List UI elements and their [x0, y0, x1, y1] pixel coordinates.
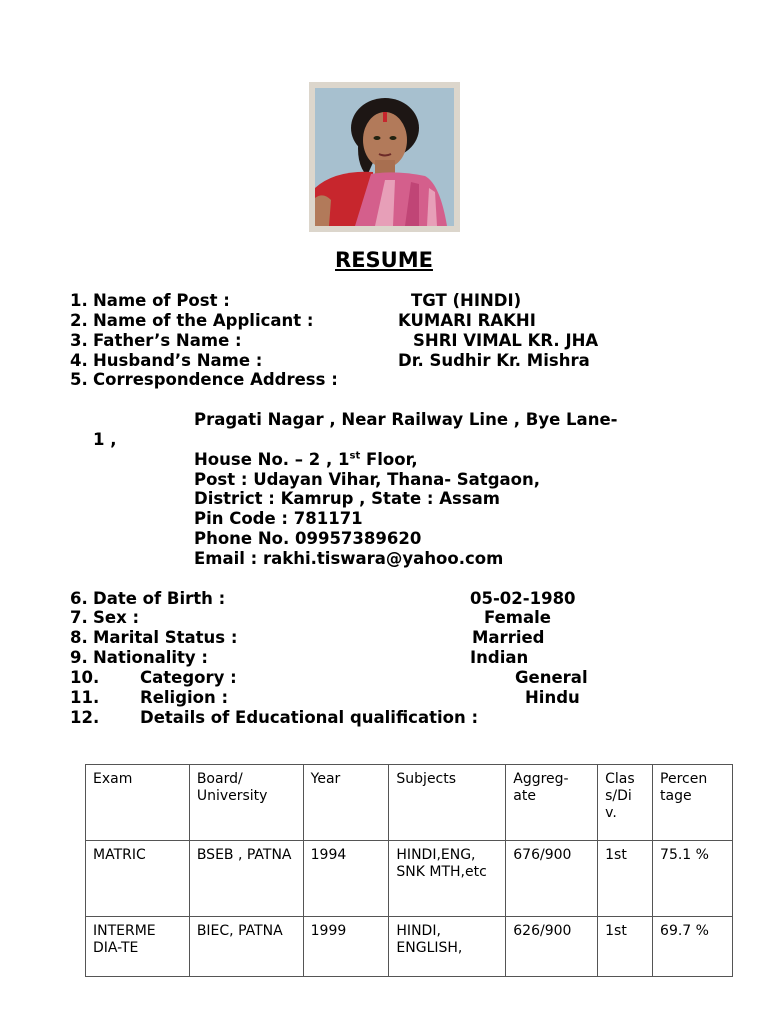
field-value: Married: [472, 628, 545, 647]
education-table: [85, 764, 733, 977]
field-value: Hindu: [525, 688, 580, 707]
field-label: Religion :: [140, 688, 229, 707]
header-percentage: Percen tage: [653, 765, 733, 841]
field-label: Date of Birth :: [93, 589, 226, 608]
field-number: 9.: [70, 648, 88, 667]
header-subjects: Subjects: [389, 765, 506, 841]
table-cell: 626/900: [506, 917, 598, 977]
field-label: Nationality :: [93, 648, 209, 667]
phone-number: Phone No. 09957389620: [194, 529, 422, 548]
field-number: 12.: [70, 708, 100, 727]
field-number: 8.: [70, 628, 88, 647]
header-class-division: Clas s/Di v.: [598, 765, 653, 841]
table-cell: 676/900: [506, 841, 598, 917]
address-line: 1 ,: [93, 430, 117, 449]
address-line: District : Kamrup , State : Assam: [194, 489, 500, 508]
table-cell: BSEB , PATNA: [189, 841, 303, 917]
table-cell: 69.7 %: [653, 917, 733, 977]
table-cell: 1999: [303, 917, 389, 977]
table-cell: MATRIC: [86, 841, 190, 917]
table-cell: 1st: [598, 917, 653, 977]
field-number: 2.: [70, 311, 88, 330]
header-board: Board/ University: [189, 765, 303, 841]
header-aggregate: Aggreg-ate: [506, 765, 598, 841]
field-label: Name of Post :: [93, 291, 230, 310]
table-row: [86, 841, 733, 917]
pin-code: Pin Code : 781171: [194, 509, 363, 528]
field-number: 3.: [70, 331, 88, 350]
field-value: Dr. Sudhir Kr. Mishra: [398, 351, 590, 370]
field-value: 05-02-1980: [470, 589, 576, 608]
field-value: Indian: [470, 648, 529, 667]
field-number: 6.: [70, 589, 88, 608]
field-value: SHRI VIMAL KR. JHA: [413, 331, 599, 350]
field-number: 5.: [70, 370, 88, 389]
table-cell: HINDI, ENGLISH,: [389, 917, 506, 977]
table-cell: 75.1 %: [653, 841, 733, 917]
field-label: Name of the Applicant :: [93, 311, 314, 330]
field-label: Marital Status :: [93, 628, 238, 647]
email-address: Email : rakhi.tiswara@yahoo.com: [194, 549, 504, 568]
header-year: Year: [303, 765, 389, 841]
field-number: 4.: [70, 351, 88, 370]
field-label: Father’s Name :: [93, 331, 242, 350]
field-label: Correspondence Address :: [93, 370, 338, 389]
table-cell: BIEC, PATNA: [189, 917, 303, 977]
address-line: Post : Udayan Vihar, Thana- Satgaon,: [194, 470, 540, 489]
field-label: Details of Educational qualification :: [140, 708, 479, 727]
address-line: House No. – 2 , 1st Floor,: [194, 450, 418, 469]
field-number: 11.: [70, 688, 100, 707]
field-value: KUMARI RAKHI: [398, 311, 536, 330]
field-label: Sex :: [93, 608, 140, 627]
table-cell: 1994: [303, 841, 389, 917]
table-row: [86, 917, 733, 977]
field-value: TGT (HINDI): [411, 291, 522, 310]
applicant-portrait-image: [315, 88, 454, 226]
header-exam: Exam: [86, 765, 190, 841]
field-number: 7.: [70, 608, 88, 627]
table-cell: INTERME DIA-TE: [86, 917, 190, 977]
field-number: 1.: [70, 291, 88, 310]
table-cell: HINDI,ENG, SNK MTH,etc: [389, 841, 506, 917]
field-value: General: [515, 668, 588, 687]
field-value: Female: [484, 608, 551, 627]
document-title: RESUME: [335, 248, 433, 272]
field-number: 10.: [70, 668, 100, 687]
address-line: Pragati Nagar , Near Railway Line , Bye Lane-: [194, 410, 618, 429]
field-label: Husband’s Name :: [93, 351, 263, 370]
applicant-photo: [309, 82, 460, 232]
table-cell: 1st: [598, 841, 653, 917]
table-header-row: [86, 765, 733, 841]
field-label: Category :: [140, 668, 237, 687]
